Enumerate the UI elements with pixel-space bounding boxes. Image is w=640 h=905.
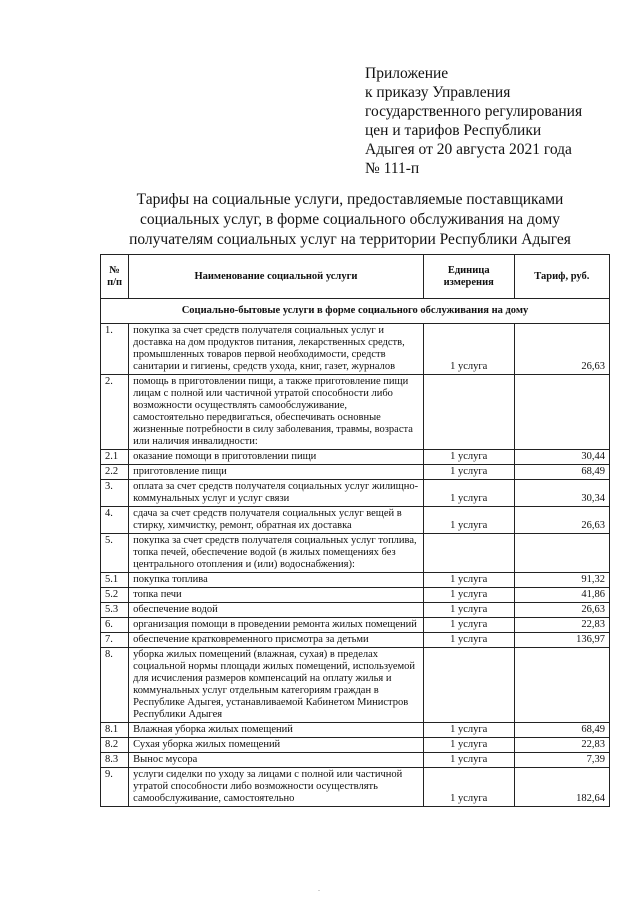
table-row [101,450,610,465]
row-tariff: 41,86 [514,588,609,603]
section-title: Социально-бытовые услуги в форме социального обслуживания на дому [101,299,610,324]
row-num: 4. [101,507,129,534]
row-num: 3. [101,480,129,507]
row-name: приготовление пищи [129,465,424,480]
row-num: 2.2 [101,465,129,480]
row-name: обеспечение кратковременного присмотра за детьми [129,633,424,648]
table-row [101,507,610,534]
row-tariff: 7,39 [514,753,609,768]
row-num: 5.1 [101,573,129,588]
table-row [101,465,610,480]
table-row [101,573,610,588]
title-line: получателям социальных услуг на территории Республики Адыгея [129,231,571,248]
tariff-table [100,254,610,807]
row-tariff [514,375,609,450]
row-num: 5.2 [101,588,129,603]
row-unit [423,534,514,573]
row-name: Вынос мусора [129,753,424,768]
row-unit: 1 услуга [423,633,514,648]
row-tariff: 22,83 [514,738,609,753]
row-name: покупка за счет средств получателя социальных услуг и доставка на дом продуктов питания, лекарственных средств, промышленных товаров первой необходимости, средств санитарии и гигиены, средств ухода, книг, газет, журналов [129,324,424,375]
row-name: обеспечение водой [129,603,424,618]
row-tariff: 30,34 [514,480,609,507]
header-unit: Единица измерения [423,255,514,299]
table-row [101,534,610,573]
row-name: сдача за счет средств получателя социальных услуг вещей в стирку, химчистку, ремонт, обратная их доставка [129,507,424,534]
row-name: организация помощи в проведении ремонта жилых помещений [129,618,424,633]
row-unit: 1 услуга [423,723,514,738]
row-num: 6. [101,618,129,633]
appendix-line: государственного регулирования [365,103,583,120]
appendix-line: Приложение [365,65,449,82]
row-name: Влажная уборка жилых помещений [129,723,424,738]
row-unit: 1 услуга [423,465,514,480]
table-row [101,753,610,768]
table-row [101,618,610,633]
row-name: уборка жилых помещений (влажная, сухая) в пределах социальной нормы площади жилых помещений, используемой для исчисления размеров компенсаций на оплату жилья и коммунальных услуг отдельным категориям граждан в Республике Адыгея, устанавливаемой Кабинетом Министров Республики Адыгея [129,648,424,723]
header-tariff: Тариф, руб. [514,255,609,299]
row-num: 5.3 [101,603,129,618]
header-name: Наименование социальной услуги [129,255,424,299]
row-num: 1. [101,324,129,375]
table-header-row [101,255,610,299]
appendix-line: № 111-п [365,160,420,177]
row-tariff: 91,32 [514,573,609,588]
table-row [101,738,610,753]
row-unit: 1 услуга [423,753,514,768]
section-row [101,299,610,324]
row-tariff: 26,63 [514,603,609,618]
appendix-line: Адыгея от 20 августа 2021 года [365,141,572,158]
header-num: № п/п [101,255,129,299]
row-tariff: 68,49 [514,723,609,738]
row-num: 9. [101,768,129,807]
row-num: 8.1 [101,723,129,738]
table-row [101,588,610,603]
row-name: услуги сиделки по уходу за лицами с полной или частичной утратой способности либо возможности осуществлять самообслуживание, самостоятельно [129,768,424,807]
row-unit: 1 услуга [423,507,514,534]
table-row [101,723,610,738]
row-num: 7. [101,633,129,648]
row-num: 8.2 [101,738,129,753]
row-name: помощь в приготовлении пищи, а также приготовление пищи лицам с полной или частичной утратой способности либо возможности осуществлять самообслуживание, самостоятельно передвигаться, обеспечивать основные жизненные потребности в силу заболевания, травмы, возраста или наличия инвалидности: [129,375,424,450]
row-unit: 1 услуга [423,768,514,807]
table-row [101,480,610,507]
appendix-block [365,64,582,178]
row-tariff: 22,83 [514,618,609,633]
row-unit: 1 услуга [423,450,514,465]
row-num: 2.1 [101,450,129,465]
row-unit: 1 услуга [423,573,514,588]
title-line: социальных услуг, в форме социального обслуживания на дому [140,211,560,228]
row-name: покупка за счет средств получателя социальных услуг топлива, топка печей, обеспечение водой (в жилых помещениях без центрального отопления и (или) водоснабжения): [129,534,424,573]
appendix-line: к приказу Управления [365,84,511,101]
row-name: покупка топлива [129,573,424,588]
row-unit: 1 услуга [423,618,514,633]
row-unit [423,375,514,450]
page-mark: . [318,884,320,893]
document-title [90,190,610,250]
row-num: 8.3 [101,753,129,768]
row-tariff: 136,97 [514,633,609,648]
row-name: оплата за счет средств получателя социальных услуг жилищно- коммунальных услуг и услуг связи [129,480,424,507]
table-row [101,375,610,450]
row-name: Сухая уборка жилых помещений [129,738,424,753]
table-row [101,633,610,648]
row-name: топка печи [129,588,424,603]
row-name: оказание помощи в приготовлении пищи [129,450,424,465]
row-unit [423,648,514,723]
table-row [101,648,610,723]
row-tariff: 182,64 [514,768,609,807]
row-unit: 1 услуга [423,324,514,375]
row-unit: 1 услуга [423,603,514,618]
row-tariff: 30,44 [514,450,609,465]
row-num: 2. [101,375,129,450]
row-tariff: 26,63 [514,507,609,534]
row-unit: 1 услуга [423,588,514,603]
row-unit: 1 услуга [423,738,514,753]
table-row [101,768,610,807]
appendix-line: цен и тарифов Республики [365,122,542,139]
row-tariff: 26,63 [514,324,609,375]
table-row [101,324,610,375]
row-num: 5. [101,534,129,573]
row-tariff: 68,49 [514,465,609,480]
row-unit: 1 услуга [423,480,514,507]
row-tariff [514,648,609,723]
title-line: Тарифы на социальные услуги, предоставляемые поставщиками [136,191,564,208]
row-tariff [514,534,609,573]
row-num: 8. [101,648,129,723]
table-row [101,603,610,618]
